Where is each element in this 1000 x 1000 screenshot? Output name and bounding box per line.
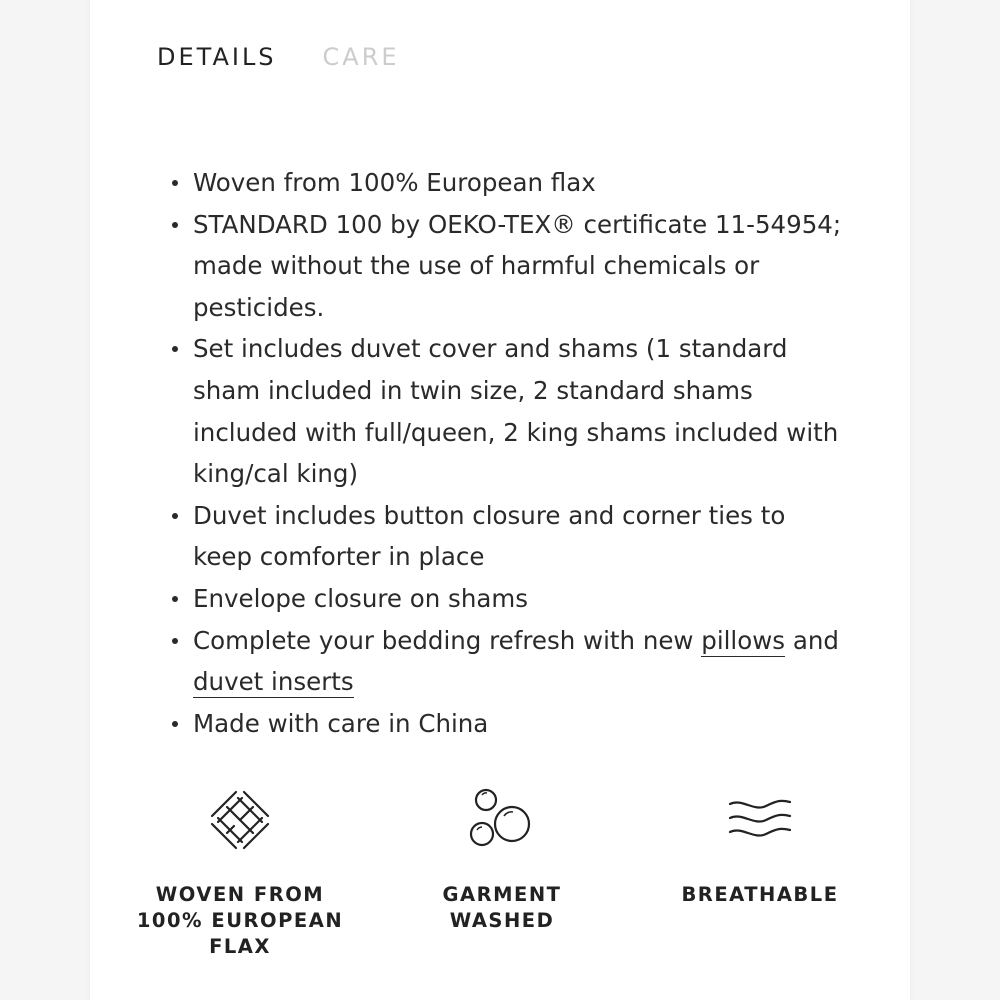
feature-breathable: [650, 780, 870, 908]
tab-care[interactable]: CARE: [322, 43, 400, 71]
feature-woven: [130, 780, 350, 960]
list-item: Made with care in China: [168, 703, 848, 745]
pillows-link[interactable]: pillows: [701, 625, 786, 655]
bubbles-icon: [462, 780, 542, 860]
breathable-waves-icon: [720, 780, 800, 860]
feature-label: BREATHABLE: [681, 883, 839, 906]
list-item: Woven from 100% European flax: [168, 162, 848, 204]
list-item-text: and: [785, 625, 839, 655]
list-item: STANDARD 100 by OEKO-TEX® certificate 11-54954; made without the use of harmful chemicals or pesticides.: [168, 204, 848, 329]
feature-label: GARMENT WASHED: [442, 883, 562, 932]
tab-details[interactable]: DETAILS: [157, 43, 277, 71]
list-item: Envelope closure on shams: [168, 578, 848, 620]
feature-icons-row: [130, 780, 890, 1000]
list-item: [168, 620, 848, 703]
feature-garment-washed: [392, 780, 612, 934]
list-item: Duvet includes button closure and corner ties to keep comforter in place: [168, 495, 848, 578]
duvet-inserts-link[interactable]: duvet inserts: [193, 667, 354, 697]
woven-flax-icon: [200, 780, 280, 860]
list-item: Set includes duvet cover and shams (1 standard sham included in twin size, 2 standard shams included with full/queen, 2 king shams included with king/cal king): [168, 328, 848, 494]
details-list: [168, 162, 848, 744]
details-care-tabs: [157, 42, 400, 72]
list-item-text: Complete your bedding refresh with new: [193, 625, 702, 655]
feature-label: WOVEN FROM 100% EUROPEAN FLAX: [136, 883, 344, 958]
